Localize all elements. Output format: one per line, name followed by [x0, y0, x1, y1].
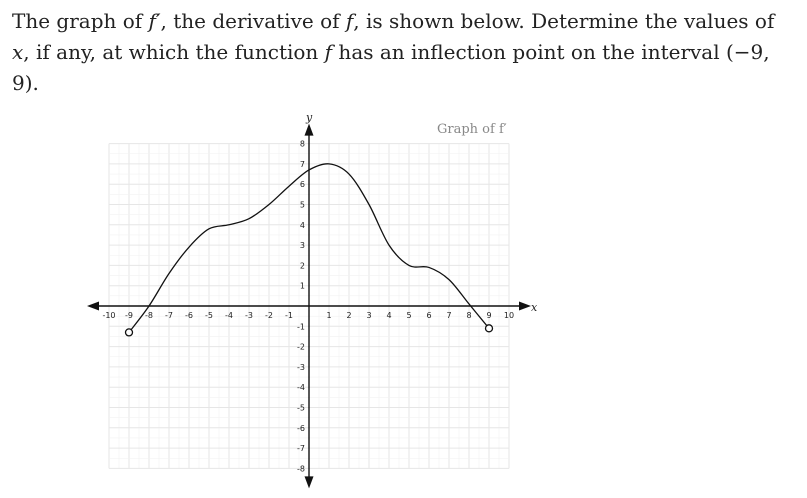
- y-axis-up-arrow: [305, 124, 314, 136]
- x-tick-label: 6: [426, 311, 432, 320]
- question-part-2: , the derivative of: [160, 9, 346, 33]
- question-part-3: , is shown below. Determine the values of: [353, 9, 775, 33]
- y-tick-label: 5: [299, 200, 305, 210]
- y-axis-down-arrow: [305, 476, 314, 488]
- y-tick-label: 4: [299, 220, 305, 230]
- x-tick-label: -2: [265, 311, 273, 320]
- question-part-5: has an inflection point on the interval: [332, 40, 726, 64]
- y-tick-label: 7: [299, 159, 305, 169]
- f-prime-symbol: f′: [148, 9, 161, 33]
- x-tick-label: -7: [165, 311, 173, 320]
- question-part-4: , if any, at which the function: [23, 40, 325, 64]
- y-tick-label: 8: [299, 139, 305, 149]
- x-tick-label: 1: [326, 311, 332, 320]
- x-axis-left-arrow: [87, 302, 99, 311]
- open-endpoint-circle: [126, 329, 133, 336]
- y-axis-label: y: [306, 111, 313, 124]
- y-tick-label: -3: [297, 362, 305, 372]
- y-tick-label: -6: [297, 423, 305, 433]
- x-tick-label: 4: [386, 311, 392, 320]
- open-endpoint-circle: [486, 325, 493, 332]
- y-tick-label: -1: [297, 322, 305, 332]
- x-tick-label: -8: [145, 311, 153, 320]
- x-tick-label: -3: [245, 311, 253, 320]
- y-tick-label: -5: [297, 403, 305, 413]
- graph-title: Graph of f′: [437, 122, 507, 137]
- x-tick-label: 7: [446, 311, 452, 320]
- x-axis-label: x: [531, 301, 538, 314]
- y-tick-label: 1: [299, 281, 305, 291]
- axes: [87, 124, 531, 489]
- f-symbol-2: f: [324, 40, 333, 64]
- x-tick-label: -9: [125, 311, 133, 320]
- x-tick-label: -5: [205, 311, 213, 320]
- y-tick-label: -4: [297, 383, 305, 393]
- x-tick-label: -4: [225, 311, 233, 320]
- question-part-1: The graph of: [12, 9, 149, 33]
- question-part-6: .: [32, 71, 39, 95]
- x-tick-label: 9: [486, 311, 492, 320]
- x-tick-label: 5: [406, 311, 412, 320]
- y-tick-label: 6: [299, 180, 305, 190]
- y-tick-label: -7: [297, 444, 305, 454]
- x-axis-right-arrow: [519, 302, 531, 311]
- x-tick-label: 2: [346, 311, 352, 320]
- x-tick-label: 10: [503, 311, 515, 320]
- x-tick-label: -1: [285, 311, 293, 320]
- f-symbol: f: [345, 9, 354, 33]
- y-tick-label: -2: [297, 342, 305, 352]
- x-tick-label: 8: [466, 311, 472, 320]
- y-tick-label: 3: [299, 241, 305, 251]
- x-tick-label: -6: [185, 311, 193, 320]
- y-tick-label: 2: [299, 261, 305, 271]
- x-tick-label: 3: [366, 311, 372, 320]
- x-symbol: x: [12, 40, 24, 64]
- interval: (−9, 9): [12, 40, 770, 95]
- x-tick-label: -10: [102, 311, 116, 320]
- y-tick-label: -8: [297, 464, 305, 474]
